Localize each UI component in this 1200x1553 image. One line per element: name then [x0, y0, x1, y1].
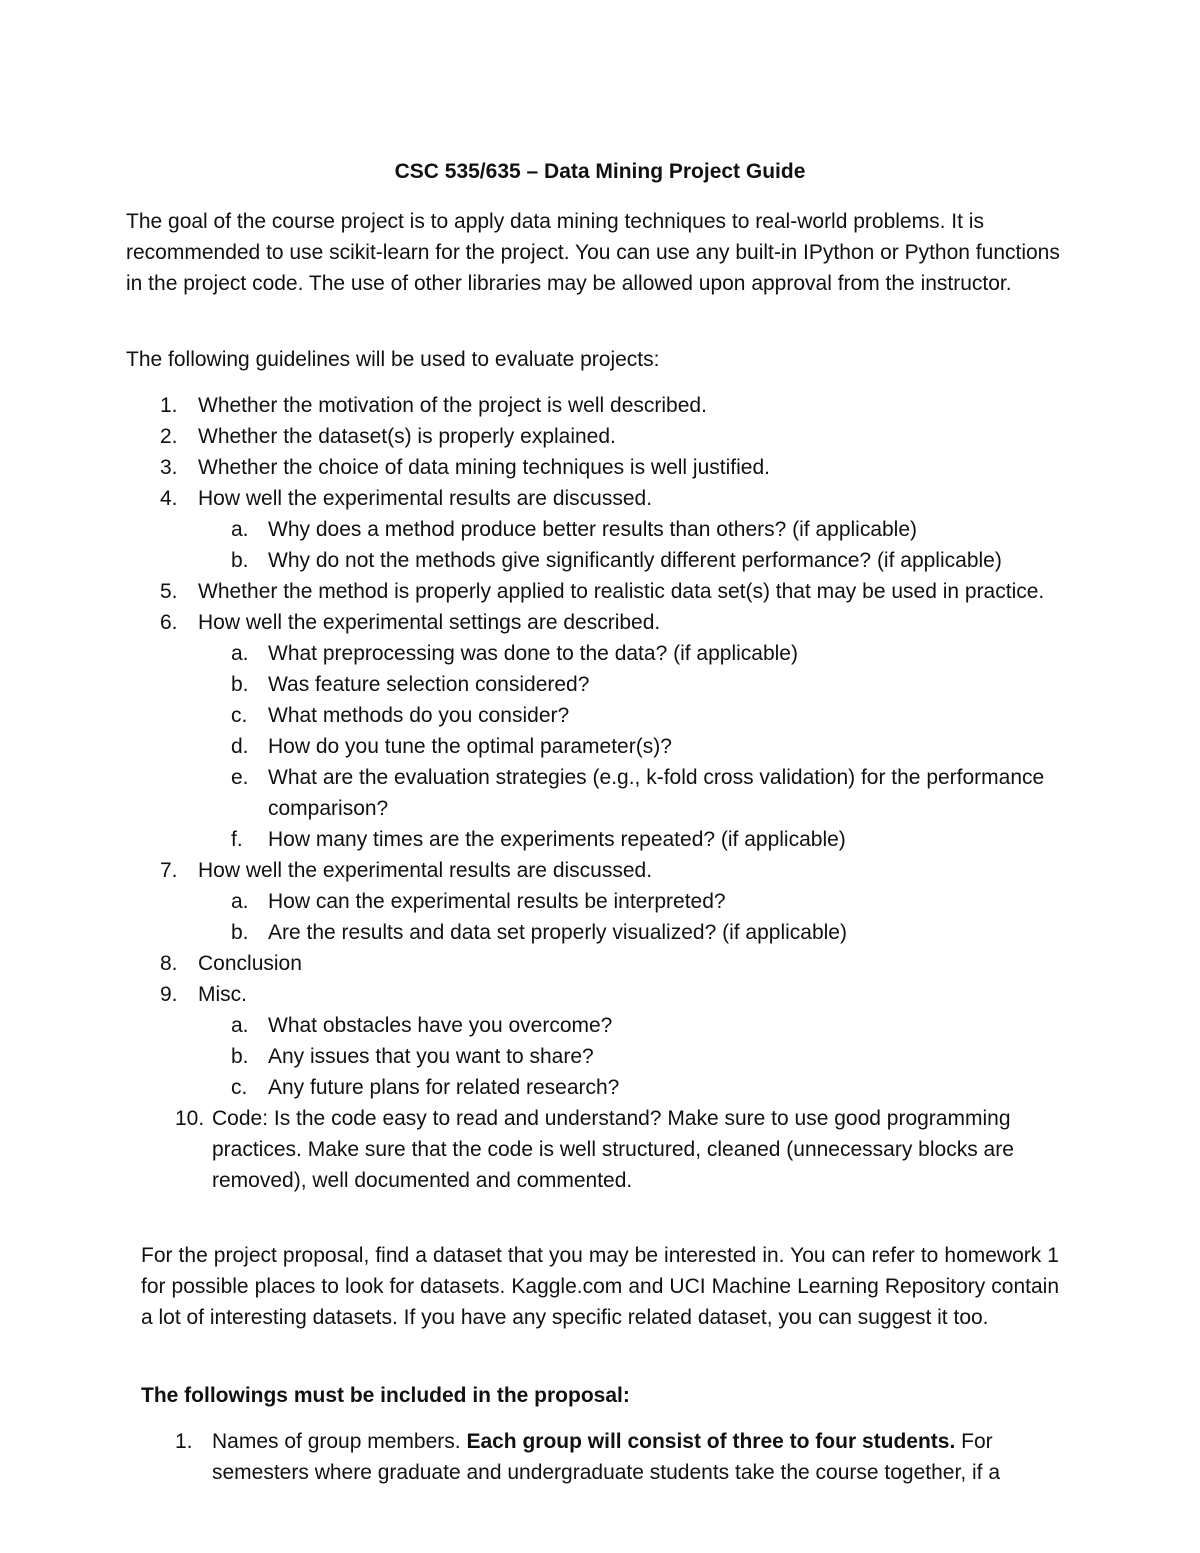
guideline-number: 2. [160, 425, 178, 448]
guideline-number: 5. [160, 580, 178, 603]
guideline-item [0, 390, 1048, 421]
subitem-letter: d. [231, 735, 249, 758]
subitem-letter: b. [231, 921, 249, 944]
subitem-text: Any issues that you want to share? [268, 1045, 594, 1068]
subitem-text: Are the results and data set properly visualized? (if applicable) [268, 921, 847, 944]
guideline-item [0, 452, 1048, 483]
guideline-number: 9. [160, 983, 178, 1006]
guideline-item [0, 855, 1048, 886]
subitem-text: What obstacles have you overcome? [268, 1014, 613, 1037]
subitem-text: How can the experimental results be interpreted? [268, 890, 726, 913]
guideline-subitem [0, 545, 1048, 576]
subitem-letter: a. [231, 890, 249, 913]
subitem-letter: b. [231, 549, 249, 572]
guideline-subitem [0, 1041, 1048, 1072]
proposal-text: Names of group members. [212, 1430, 467, 1453]
guideline-text: Code: Is the code easy to read and understand? Make sure to use good programming practices. Make sure that the code is well structured, cleaned (unnecessary blocks are removed), well documented and commented. [212, 1107, 1014, 1192]
guideline-text: Whether the motivation of the project is well described. [198, 394, 707, 417]
guideline-number: 6. [160, 611, 178, 634]
proposal-list [0, 1426, 1200, 1488]
subitem-text: Was feature selection considered? [268, 673, 590, 696]
guideline-text: How well the experimental settings are described. [198, 611, 661, 634]
proposal-heading: The followings must be included in the proposal: [141, 1384, 630, 1407]
guideline-text: Misc. [198, 983, 247, 1006]
subitem-letter: a. [231, 642, 249, 665]
proposal-text-continued: For semesters where graduate and undergraduate students take the course together, if a [212, 1430, 1001, 1484]
document-title: CSC 535/635 – Data Mining Project Guide [394, 160, 806, 183]
subitem-letter: b. [231, 1045, 249, 1068]
subitem-text: Why do not the methods give significantly different performance? (if applicable) [268, 549, 1002, 572]
subitem-letter: f. [231, 828, 243, 851]
guideline-item [0, 979, 1048, 1010]
guideline-item [0, 948, 1048, 979]
guideline-text: How well the experimental results are discussed. [198, 487, 653, 510]
guideline-subitem [0, 514, 1048, 545]
subitem-text: Any future plans for related research? [268, 1076, 620, 1099]
guideline-subitem [0, 886, 1048, 917]
guideline-number: 3. [160, 456, 178, 479]
subitem-letter: a. [231, 518, 249, 541]
guideline-item [0, 483, 1048, 514]
subitem-text: Why does a method produce better results than others? (if applicable) [268, 518, 918, 541]
guideline-text: How well the experimental results are discussed. [198, 859, 653, 882]
guideline-subitem [0, 638, 1048, 669]
guideline-subitem [0, 1010, 1048, 1041]
subitem-letter: c. [231, 1076, 248, 1099]
guidelines-list [0, 390, 1200, 1196]
guideline-number: 7. [160, 859, 178, 882]
guideline-item [0, 576, 1048, 607]
guideline-item [0, 607, 1048, 638]
subitem-text: What preprocessing was done to the data? (if applicable) [268, 642, 798, 665]
proposal-item [0, 1426, 1048, 1488]
guideline-number: 8. [160, 952, 178, 975]
guideline-subitem [0, 700, 1048, 731]
proposal-number: 1. [175, 1430, 193, 1453]
subitem-letter: b. [231, 673, 249, 696]
guideline-item [0, 1103, 1048, 1196]
guideline-text: Conclusion [198, 952, 302, 975]
subitem-text: What are the evaluation strategies (e.g., k-fold cross validation) for the performance comparison? [268, 766, 1045, 820]
guideline-subitem [0, 1072, 1048, 1103]
subitem-text: How many times are the experiments repeated? (if applicable) [268, 828, 846, 851]
guideline-subitem [0, 762, 1048, 824]
guideline-subitem [0, 824, 1048, 855]
subitem-letter: a. [231, 1014, 249, 1037]
proposal-text-bold: Each group will consist of three to four students. [466, 1430, 956, 1453]
guidelines-lead: The following guidelines will be used to evaluate projects: [126, 348, 660, 371]
guideline-subitem [0, 669, 1048, 700]
intro-paragraph: The goal of the course project is to apply data mining techniques to real-world problems. It is recommended to use scikit-learn for the project. You can use any built-in IPython or Python functions in the project code. The use of other libraries may be allowed upon approval from the instructor. [126, 210, 1060, 295]
subitem-letter: e. [231, 766, 249, 789]
guideline-number: 4. [160, 487, 178, 510]
guideline-number: 10. [175, 1107, 205, 1130]
subitem-text: What methods do you consider? [268, 704, 570, 727]
proposal-paragraph: For the project proposal, find a dataset that you may be interested in. You can refer to homework 1 for possible places to look for datasets. Kaggle.com and UCI Machine Learning Repository contain a lot of interesting datasets. If you have any specific related dataset, you can suggest it too. [141, 1244, 1059, 1329]
guideline-text: Whether the method is properly applied to realistic data set(s) that may be used in practice. [198, 580, 1045, 603]
guideline-subitem [0, 917, 1048, 948]
guideline-text: Whether the dataset(s) is properly explained. [198, 425, 616, 448]
guideline-number: 1. [160, 394, 178, 417]
guideline-text: Whether the choice of data mining techniques is well justified. [198, 456, 770, 479]
guideline-subitem [0, 731, 1048, 762]
subitem-letter: c. [231, 704, 248, 727]
subitem-text: How do you tune the optimal parameter(s)? [268, 735, 672, 758]
guideline-item [0, 421, 1048, 452]
